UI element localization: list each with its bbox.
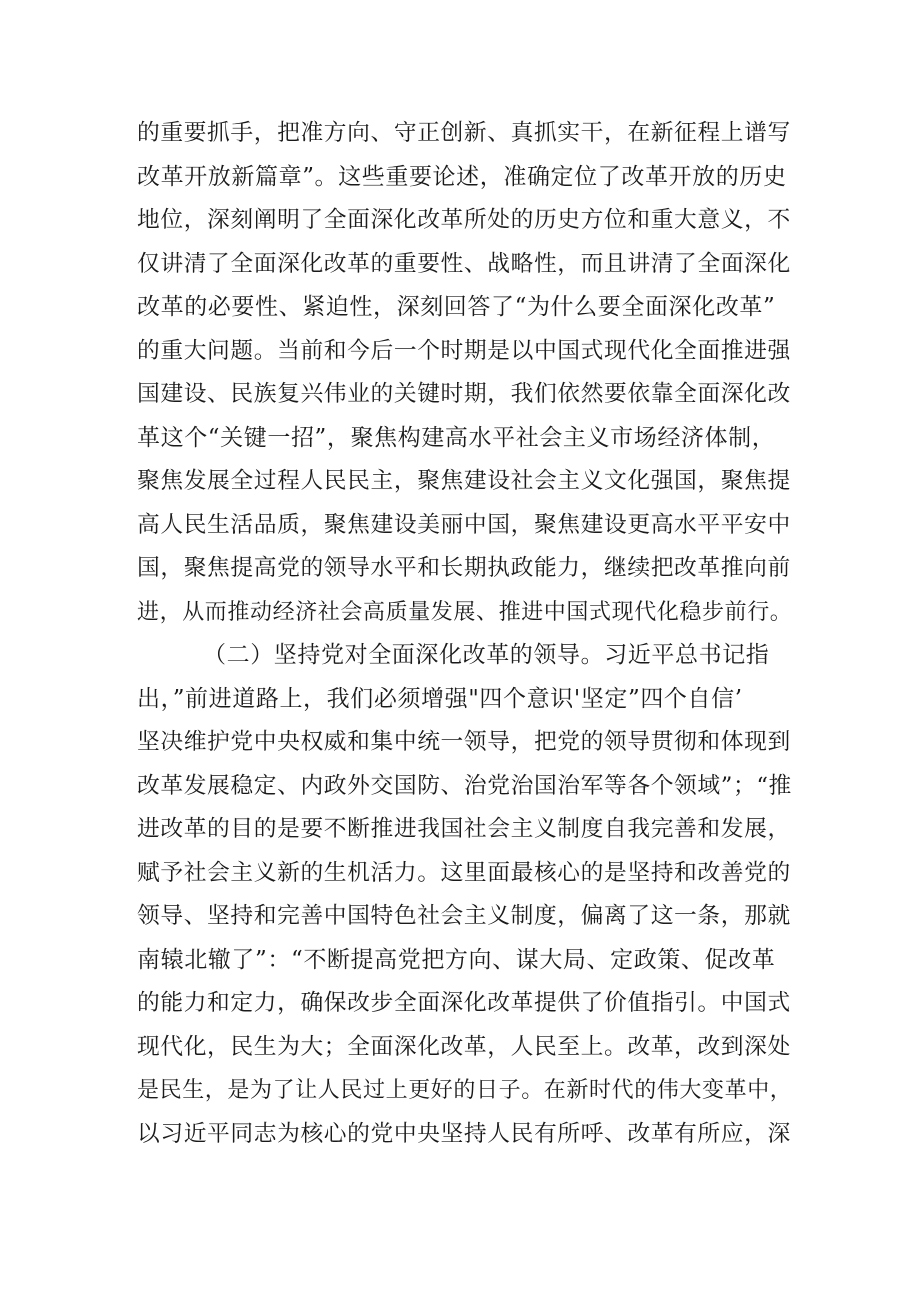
text-line: 以习近平同志为核心的党中央坚持人民有所呼、改革有所应，深 xyxy=(137,1120,791,1147)
text-line: 领导、坚持和完善中国特色社会主义制度，偏离了这一条，那就 xyxy=(137,903,791,929)
body-text xyxy=(137,112,797,1156)
text-line: 革这个“关键一招”，聚焦构建高水平社会主义市场经济体制， xyxy=(137,424,776,451)
text-line: 地位，深刻阐明了全面深化改革所处的历史方位和重大意义，不 xyxy=(137,207,791,233)
text-line: 改革开放新篇章”。这些重要论述，准确定位了改革开放的历史 xyxy=(137,163,787,190)
text-line: 是民生，是为了让人民过上更好的日子。在新时代的伟大变革中， xyxy=(137,1078,793,1103)
text-line: 的能力和定力，确保改步全面深化改革提供了价值指引。中国式 xyxy=(137,990,791,1016)
text-line: 改革的必要性、紧迫性，深刻回答了“为什么要全面深化改革” xyxy=(137,294,776,320)
text-line: （二）坚持党对全面深化改革的领导。习近平总书记指 xyxy=(203,642,770,668)
text-line: 坚决维护党中央权威和集中统一领导，把党的领导贯彻和体现到 xyxy=(137,729,791,755)
text-line: 改革发展稳定、内政外交国防、治党治国治军等各个领域”；“推 xyxy=(137,772,792,799)
text-line: 高人民生活品质，聚焦建设美丽中国，聚焦建设更高水平平安中 xyxy=(137,511,791,538)
text-line: 进，从而推动经济社会高质量发展、推进中国式现代化稳步前行。 xyxy=(137,599,793,625)
text-line: 的重要抓手，把准方向、守正创新、真抓实干，在新征程上谱写 xyxy=(137,120,791,146)
text-line: 国建设、民族复兴伟业的关键时期，我们依然要依靠全面深化改 xyxy=(137,381,791,407)
text-line: 的重大问题。当前和今后一个时期是以中国式现代化全面推进强 xyxy=(137,337,791,364)
text-line: 进改革的目的是要不断推进我国社会主义制度自我完善和发展， xyxy=(137,816,791,842)
text-line: 仅讲清了全面深化改革的重要性、战略性，而且讲清了全面深化 xyxy=(137,250,791,277)
text-line: 聚焦发展全过程人民民主，聚焦建设社会主义文化强国，聚焦提 xyxy=(137,468,791,494)
text-line: 南辕北辙了”：“不断提高党把方向、谋大局、定政策、促改革 xyxy=(137,946,776,973)
text-line: 现代化，民生为大；全面深化改革，人民至上。改革，改到深处 xyxy=(137,1033,791,1060)
text-line: 赋予社会主义新的生机活力。这里面最核心的是坚持和改善党的 xyxy=(137,859,791,886)
text-line: 国，聚焦提高党的领导水平和长期执政能力，继续把改革推向前 xyxy=(137,555,791,581)
text-line: 出，”前进道路上，我们必须增强"四个意识'坚定”四个自信’ xyxy=(137,685,743,712)
